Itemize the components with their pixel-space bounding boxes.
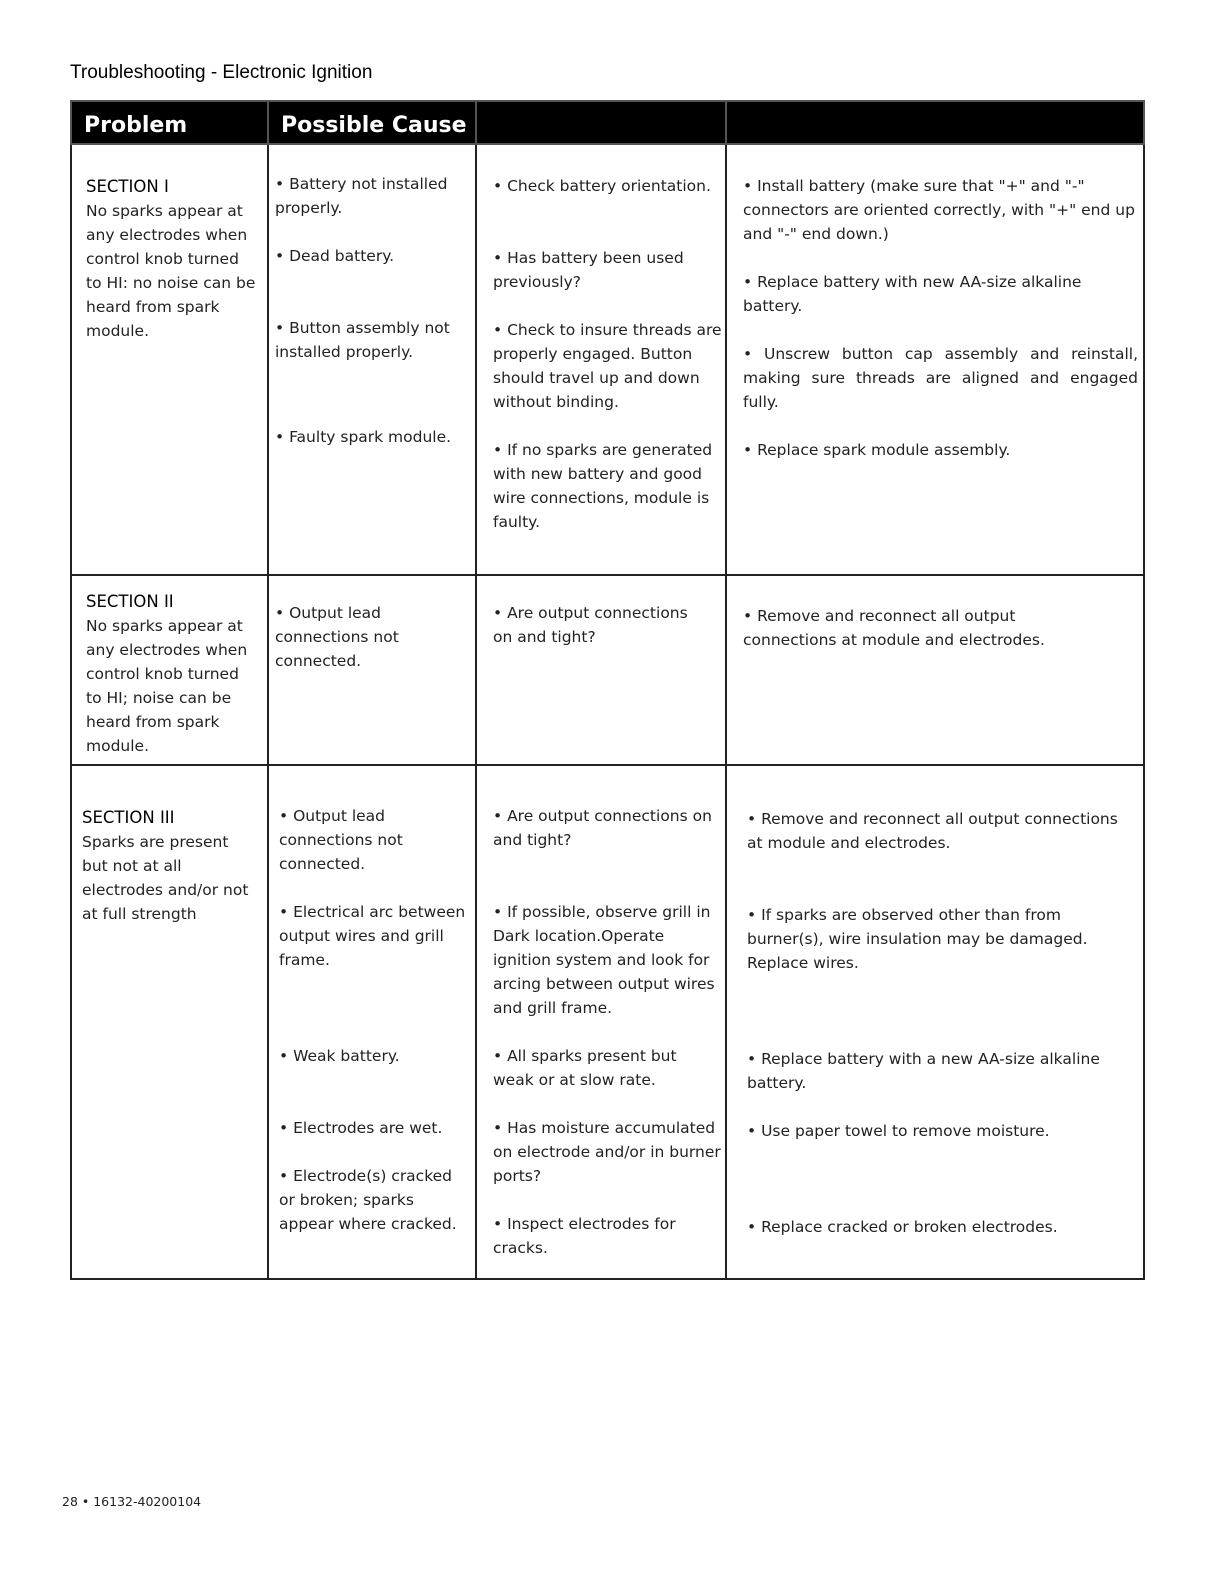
cause-item: • Battery not installed properly. [275, 175, 448, 217]
section-1-row [71, 144, 1144, 575]
section-title: SECTION II [86, 592, 174, 611]
section-3-row [71, 765, 1144, 1279]
cause-item: • Faulty spark module. [275, 428, 452, 446]
cause-item: • Electrodes are wet. [279, 1119, 443, 1137]
remedy-item: • Replace spark module assembly. [743, 441, 1011, 459]
remedy-item: • Replace battery with a new AA-size alkaline battery. [747, 1050, 1100, 1092]
remedy-item: • Replace cracked or broken electrodes. [747, 1218, 1058, 1236]
problem-text: No sparks appear at any electrodes when control knob turned to HI: no noise can be heard from spark module. [86, 202, 256, 340]
problem-text: Sparks are present but not at all electrodes and/or not at full strength [82, 833, 249, 923]
check-item: • Check battery orientation. [493, 177, 711, 195]
page-footer: 28 • 16132-40200104 [62, 1494, 202, 1509]
troubleshooting-table [70, 100, 1145, 1280]
cause-cell [268, 765, 476, 1279]
remedy-item: • Unscrew button cap assembly and reinstall, making sure threads are aligned and engaged fully. [743, 345, 1138, 411]
check-item: • Has battery been used previously? [493, 249, 684, 291]
cause-item: • Electrode(s) cracked or broken; sparks appear where cracked. [279, 1167, 457, 1233]
check-cell [476, 765, 726, 1279]
check-cell [476, 144, 726, 575]
problem-cell [71, 144, 268, 575]
cause-item: • Electrical arc between output wires and grill frame. [279, 903, 466, 969]
header-check [476, 101, 726, 144]
check-item: • If no sparks are generated with new battery and good wire connections, module is faulty. [493, 441, 713, 531]
remedy-item: • Use paper towel to remove moisture. [747, 1122, 1050, 1140]
remedy-item: • Remove and reconnect all output connections at module and electrodes. [747, 810, 1118, 852]
section-title: SECTION III [82, 808, 175, 827]
section-2-row [71, 575, 1144, 765]
header-remedy [726, 101, 1144, 144]
cause-item: • Dead battery. [275, 247, 395, 265]
check-item: • If possible, observe grill in Dark location.Operate ignition system and look for arcing between output wires and grill frame. [493, 903, 715, 1017]
cause-cell [268, 144, 476, 575]
problem-cell [71, 765, 268, 1279]
problem-text: No sparks appear at any electrodes when control knob turned to HI; noise can be heard from spark module. [86, 617, 248, 755]
cause-item: • Button assembly not installed properly. [275, 319, 450, 361]
cause-item: • Output lead connections not connected. [275, 604, 399, 670]
problem-cell [71, 575, 268, 765]
section-title: SECTION I [86, 177, 169, 196]
header-row [71, 101, 1144, 144]
remedy-item: • Remove and reconnect all output connections at module and electrodes. [743, 607, 1045, 649]
remedy-cell [726, 765, 1144, 1279]
check-item: • Has moisture accumulated on electrode and/or in burner ports? [493, 1119, 721, 1185]
header-possible-cause: Possible Cause [268, 101, 476, 144]
remedy-item: • If sparks are observed other than from burner(s), wire insulation may be damaged. Replace wires. [747, 906, 1088, 972]
remedy-cell [726, 144, 1144, 575]
cause-item: • Weak battery. [279, 1047, 400, 1065]
check-item: • Are output connections on and tight? [493, 604, 688, 646]
page-title: Troubleshooting - Electronic Ignition [70, 62, 373, 83]
cause-item: • Output lead connections not connected. [279, 807, 403, 873]
remedy-cell [726, 575, 1144, 765]
remedy-item: • Replace battery with new AA-size alkaline battery. [743, 273, 1082, 315]
check-item: • Check to insure threads are properly engaged. Button should travel up and down without binding. [493, 321, 722, 411]
cause-cell [268, 575, 476, 765]
check-item: • Are output connections on and tight? [493, 807, 712, 849]
header-problem: Problem [71, 101, 268, 144]
check-cell [476, 575, 726, 765]
check-item: • All sparks present but weak or at slow rate. [493, 1047, 677, 1089]
check-item: • Inspect electrodes for cracks. [493, 1215, 676, 1257]
remedy-item: • Install battery (make sure that "+" and "-" connectors are oriented correctly, with "+" end up and "-" end down.) [743, 177, 1135, 243]
